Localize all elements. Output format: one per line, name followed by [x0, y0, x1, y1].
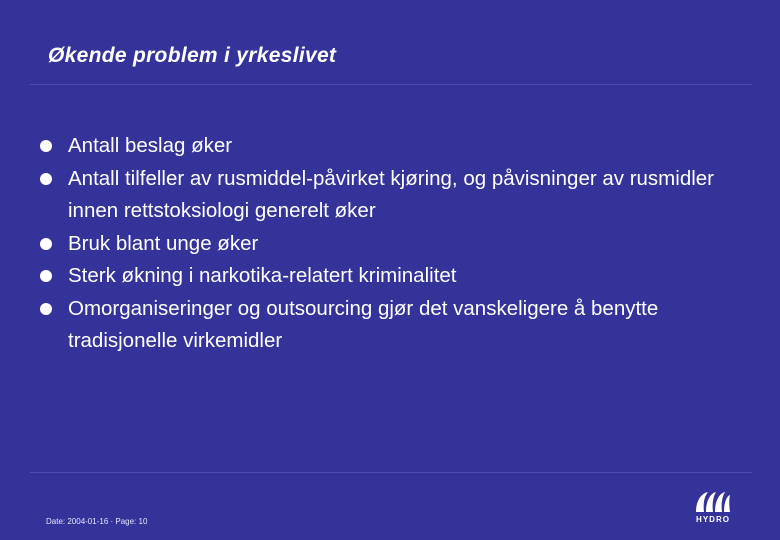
logo-text: HYDRO — [696, 515, 730, 524]
footer-divider — [30, 472, 752, 473]
bullet-item — [40, 293, 740, 358]
bullet-icon — [40, 238, 52, 250]
bullet-icon — [40, 140, 52, 152]
bullet-text: Bruk blant unge øker — [68, 231, 259, 255]
bullet-item — [40, 163, 740, 228]
footer-date-page: Date: 2004-01-16 · Page: 10 — [46, 517, 148, 526]
bullet-item — [40, 260, 740, 293]
bullet-text: Sterk økning i narkotika-relatert kriminalitet — [68, 264, 457, 287]
slide-title: Økende problem i yrkeslivet — [48, 44, 337, 67]
bullet-item — [40, 228, 740, 261]
bullet-icon — [40, 173, 52, 185]
bullet-icon — [40, 270, 52, 282]
title-divider — [30, 84, 752, 85]
bullet-icon — [40, 303, 52, 315]
bullet-text: Antall beslag øker — [68, 134, 233, 157]
bullet-list — [40, 130, 740, 358]
bullet-text: Omorganiseringer og outsourcing gjør det vanskeligere å benytte tradisjonelle virkemidler — [68, 296, 659, 352]
hydro-logo — [690, 488, 736, 526]
bullet-text: Antall tilfeller av rusmiddel-påvirket kjøring, og påvisninger av rusmidler innen rettstoksiologi generelt øker — [68, 166, 715, 222]
viking-ship-icon — [690, 488, 736, 516]
bullet-item — [40, 130, 740, 163]
